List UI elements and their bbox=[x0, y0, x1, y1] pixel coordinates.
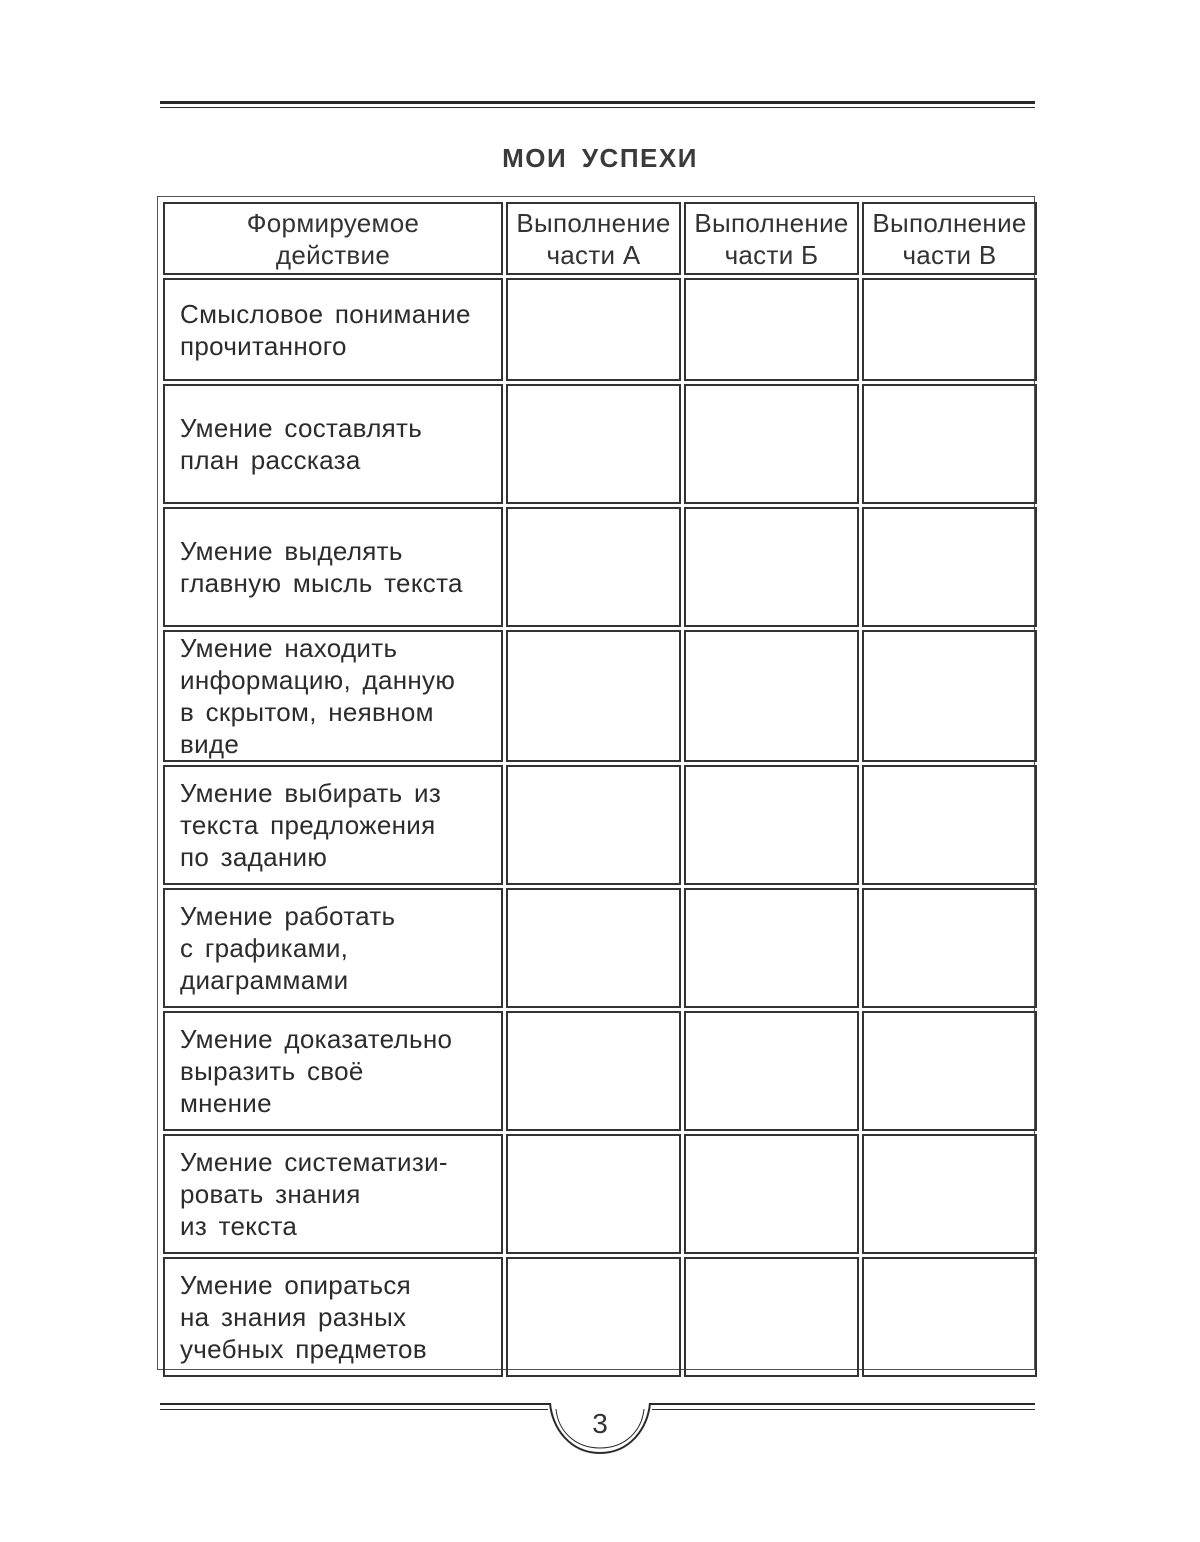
bottom-rule-left bbox=[160, 1403, 550, 1405]
skill-cell: Умение выбирать из текста предложения по заданию bbox=[163, 765, 503, 885]
bottom-rule-right bbox=[650, 1403, 1035, 1405]
table-row bbox=[163, 278, 1037, 381]
top-rule bbox=[160, 101, 1035, 104]
top-rule-thin bbox=[160, 107, 1035, 108]
cell-part-v bbox=[862, 630, 1037, 762]
skill-cell: Умение работать с графиками, диаграммами bbox=[163, 888, 503, 1008]
cell-part-v bbox=[862, 1257, 1037, 1377]
table-row bbox=[163, 630, 1037, 762]
table-row bbox=[163, 888, 1037, 1008]
skill-cell: Смысловое понимание прочитанного bbox=[163, 278, 503, 381]
skills-table bbox=[160, 199, 1040, 1380]
skill-cell: Умение систематизи- ровать знания из текста bbox=[163, 1134, 503, 1254]
header-part-a: Выполнение части А bbox=[506, 202, 681, 275]
table-row bbox=[163, 507, 1037, 627]
cell-part-b bbox=[684, 1011, 859, 1131]
cell-part-b bbox=[684, 630, 859, 762]
cell-part-a bbox=[506, 278, 681, 381]
skill-cell: Умение выделять главную мысль текста bbox=[163, 507, 503, 627]
cell-part-v bbox=[862, 384, 1037, 504]
cell-part-a bbox=[506, 888, 681, 1008]
cell-part-a bbox=[506, 765, 681, 885]
table-row bbox=[163, 765, 1037, 885]
cell-part-a bbox=[506, 630, 681, 762]
table-row bbox=[163, 1257, 1037, 1377]
cell-part-a bbox=[506, 507, 681, 627]
cell-part-a bbox=[506, 384, 681, 504]
cell-part-v bbox=[862, 1134, 1037, 1254]
header-part-b: Выполнение части Б bbox=[684, 202, 859, 275]
table-row bbox=[163, 1134, 1037, 1254]
skill-cell: Умение опираться на знания разных учебных предметов bbox=[163, 1257, 503, 1377]
cell-part-v bbox=[862, 507, 1037, 627]
header-part-v: Выполнение части В bbox=[862, 202, 1037, 275]
cell-part-b bbox=[684, 765, 859, 885]
cell-part-b bbox=[684, 888, 859, 1008]
cell-part-b bbox=[684, 278, 859, 381]
cell-part-b bbox=[684, 384, 859, 504]
cell-part-v bbox=[862, 1011, 1037, 1131]
cell-part-a bbox=[506, 1011, 681, 1131]
skill-cell: Умение находить информацию, данную в скрытом, неявном виде bbox=[163, 630, 503, 762]
bottom-rule-right-thin bbox=[652, 1409, 1035, 1410]
header-skill: Формируемое действие bbox=[163, 202, 503, 275]
cell-part-v bbox=[862, 278, 1037, 381]
table-row bbox=[163, 384, 1037, 504]
bottom-rule-left-thin bbox=[160, 1409, 548, 1410]
cell-part-v bbox=[862, 765, 1037, 885]
cell-part-a bbox=[506, 1257, 681, 1377]
cell-part-v bbox=[862, 888, 1037, 1008]
cell-part-b bbox=[684, 507, 859, 627]
table-header-row bbox=[163, 202, 1037, 275]
table-row bbox=[163, 1011, 1037, 1131]
cell-part-a bbox=[506, 1134, 681, 1254]
cell-part-b bbox=[684, 1257, 859, 1377]
cell-part-b bbox=[684, 1134, 859, 1254]
page-title: МОИ УСПЕХИ bbox=[502, 143, 698, 173]
skill-cell: Умение составлять план рассказа bbox=[163, 384, 503, 504]
skill-cell: Умение доказательно выразить своё мнение bbox=[163, 1011, 503, 1131]
page-number: 3 bbox=[592, 1408, 608, 1439]
